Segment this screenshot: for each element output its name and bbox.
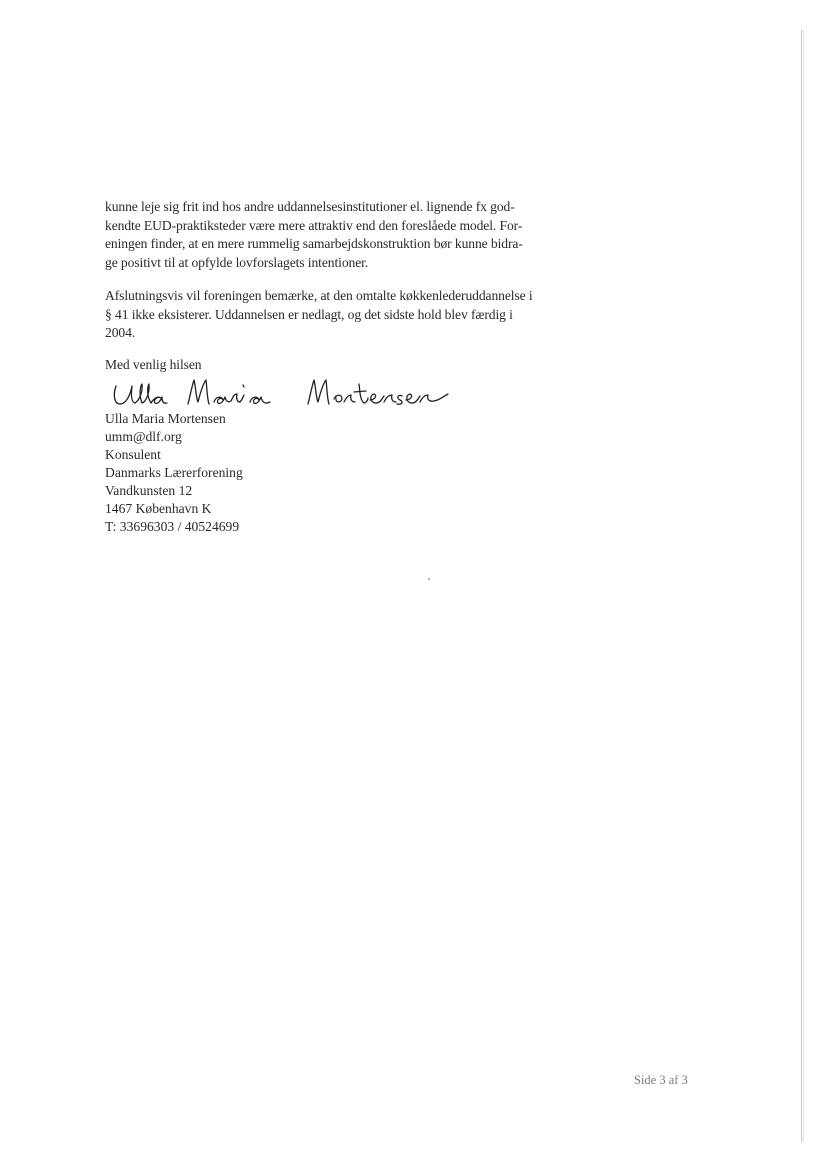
paragraph-line: kunne leje sig frit ind hos andre uddannelsesinstitutioner el. lignende fx god-: [105, 199, 515, 214]
paragraph-line: 2004.: [105, 325, 136, 340]
signer-email: umm@dlf.org: [105, 429, 182, 444]
signer-organization: Danmarks Lærerforening: [105, 465, 243, 480]
paragraph-line: kendte EUD-praktiksteder være mere attraktiv end den foreslåede model. For-: [105, 217, 523, 233]
signer-title: Konsulent: [105, 447, 161, 462]
paragraph-line: ge positivt til at opfylde lovforslagets intentioner.: [105, 254, 369, 270]
signer-name: Ulla Maria Mortensen: [105, 411, 226, 426]
paragraph-line: eningen finder, at en mere rummelig samarbejdskonstruktion bør kunne bidra-: [105, 236, 523, 251]
paragraph-cooperation: [105, 198, 590, 272]
paragraph-line: Afslutningsvis vil foreningen bemærke, at den omtalte køkkenlederuddannelse i: [105, 288, 533, 303]
page-edge-shadow: [803, 30, 804, 1142]
handwritten-signature: [110, 372, 490, 414]
signer-block: [105, 410, 243, 536]
paragraph-conclusion: [105, 287, 590, 343]
closing-salutation: Med venlig hilsen: [105, 357, 202, 372]
paragraph-line: § 41 ikke eksisterer. Uddannelsen er nedlagt, og det sidste hold blev færdig i: [105, 306, 513, 322]
signer-city: 1467 København K: [105, 501, 212, 516]
page-number: Side 3 af 3: [634, 1073, 688, 1087]
signer-phone: T: 33696303 / 40524699: [105, 519, 240, 534]
signer-street: Vandkunsten 12: [105, 483, 193, 498]
page-edge-line: [801, 30, 802, 1142]
scan-speck: [428, 578, 430, 580]
